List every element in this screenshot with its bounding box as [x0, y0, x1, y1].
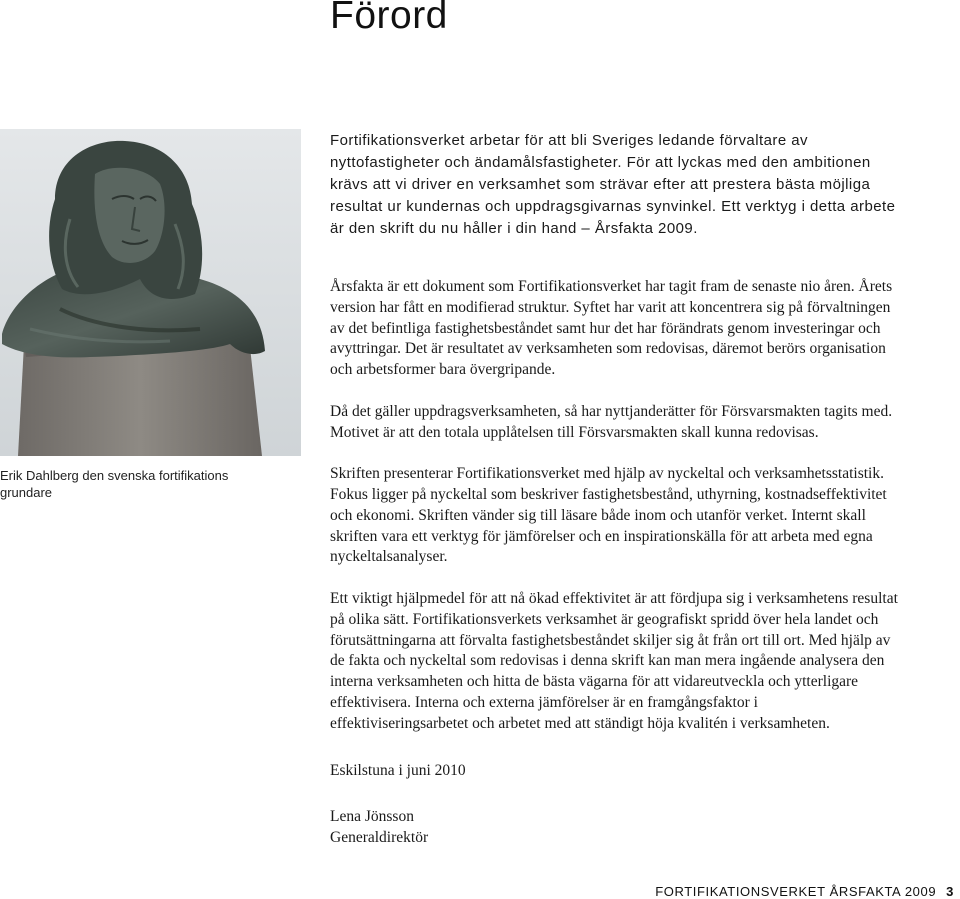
- body-text: [330, 277, 898, 849]
- statue-photo: [0, 129, 301, 456]
- signer-name: Lena Jönsson: [330, 808, 414, 826]
- body-paragraph: Skriften presenterar Fortifikationsverket med hjälp av nyckeltal och verksamhetsstatistik. Fokus ligger på nyckeltal som beskriver fastighetsbestånd, uthyrning, kostnadseffektivitet och ekonomi. Skriften vänder sig till läsare både inom och utanför verket. Internt skall skriften vara ett verktyg för jämförelser och en inspirationskälla för att arbeta med egna nyckeltalsanalyser.: [330, 465, 887, 566]
- lead-text: Fortifikationsverket arbetar för att bli Sveriges ledande förvaltare av nyttofastigheter och ändamålsfastigheter. För att lyckas med den ambitionen krävs att vi driver en verksamhet som strävar efter att prestera bästa möjliga resultat ur kundernas och uppdragsgivarnas synvinkel. Ett verktyg i detta arbete är den skrift du nu håller i din hand – Årsfakta 2009.: [330, 132, 896, 237]
- photo-caption: Erik Dahlberg den svenska fortifikations grundare: [0, 468, 229, 500]
- body-paragraph: Då det gäller uppdragsverksamheten, så har nyttjanderätter för Försvarsmakten tagits med. Motivet är att den totala upplåtelsen till Försvarsmakten skall kunna redovisas.: [330, 402, 893, 441]
- publication-name: FORTIFIKATIONSVERKET ÅRSFAKTA 2009: [655, 884, 937, 899]
- signature-block: [330, 807, 898, 849]
- lead-paragraph: [330, 130, 905, 240]
- body-paragraph: Årsfakta är ett dokument som Fortifikationsverket har tagit fram de senaste nio åren. Årets version har fått en modifierad struktur. Syftet har varit att koncentrera sig på förvaltningen av det befintliga fastighetsbeståndet samt hur det har förändrats genom investeringar och avyttringar. Det är resultatet av verksamheten som redovisas, däremot berörs organisation och arbetsformer bara övergripande.: [330, 278, 893, 379]
- signer-title: Generaldirektör: [330, 829, 429, 847]
- page-footer: [655, 884, 954, 899]
- place-date: Eskilstuna i juni 2010: [330, 761, 466, 779]
- page-title: Förord: [330, 0, 448, 37]
- body-paragraph: Ett viktigt hjälpmedel för att nå ökad effektivitet är att fördjupa sig i verksamhetens resultat på olika sätt. Fortifikationsverkets verksamhet är geografiskt spridd över hela landet och förutsättningarna att förvalta fastighetsbeståndet skiljer sig åt från ort till ort. Med hjälp av de fakta och nyckeltal som redovisas i denna skrift kan man mera ingående analysera den interna verksamheten och hitta de bästa vägarna för att vidareutveckla och ytterligare effektivisera. Interna och externa jämförelser är en framgångsfaktor i effektiviseringsarbetet och arbetet med att ständigt höja kvalitén i verksamheten.: [330, 589, 898, 732]
- page-number: 3: [946, 884, 954, 899]
- bust-statue-image: [0, 129, 301, 456]
